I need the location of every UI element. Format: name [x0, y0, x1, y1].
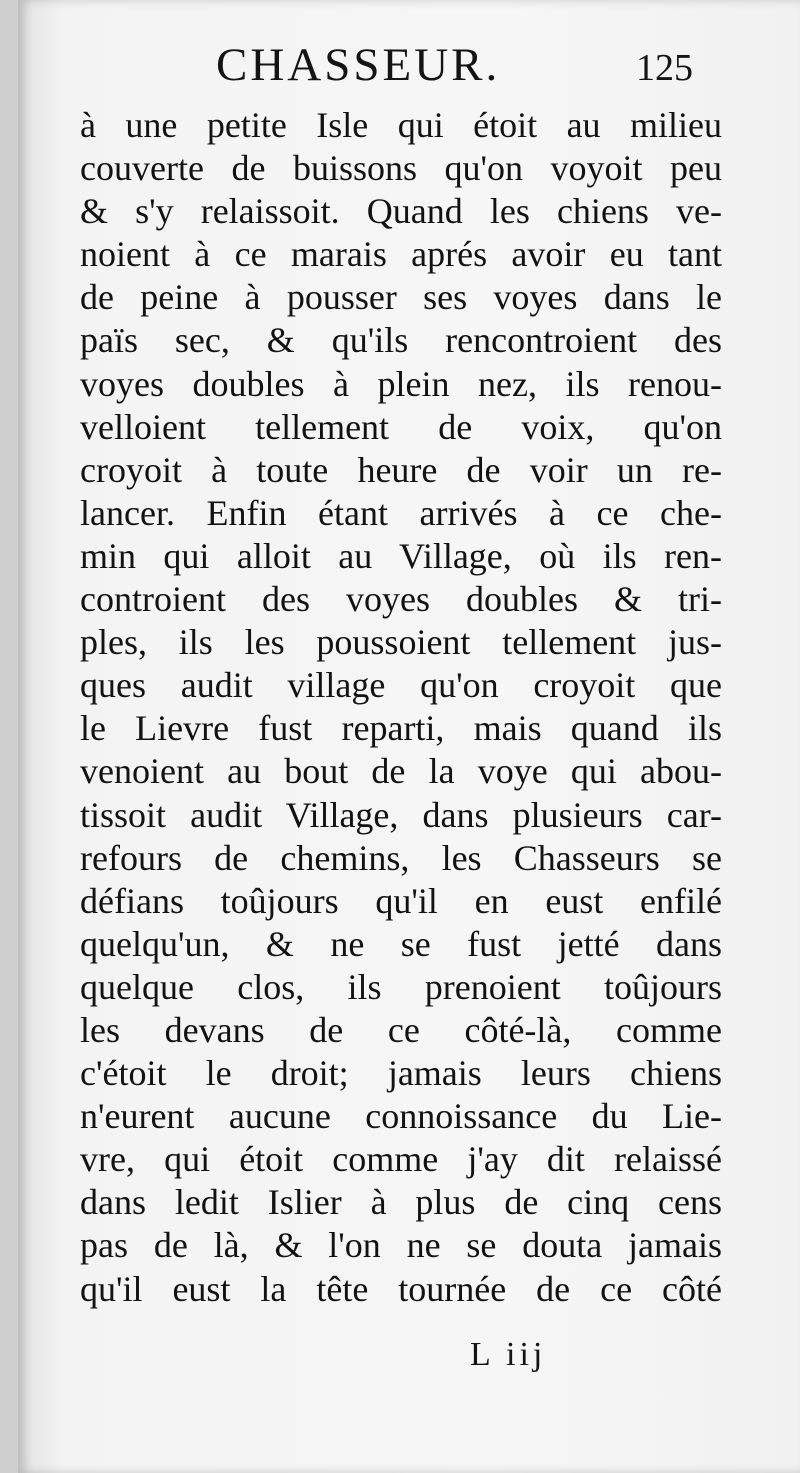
text-line: couverte de buissons qu'on voyoit peu [80, 148, 722, 189]
text-line: croyoit à toute heure de voir un re- [80, 449, 722, 490]
text-line: vre, qui étoit comme j'ay dit relaissé [80, 1139, 722, 1180]
running-head: CHASSEUR. [216, 39, 501, 91]
text-line: min qui alloit au Village, où ils ren- [80, 535, 722, 576]
text-line: lancer. Enfin étant arrivés à ce che- [80, 492, 722, 533]
text-line: défians toûjours qu'il en eust enfilé [80, 880, 722, 921]
text-line: & s'y relaissoit. Quand les chiens ve- [80, 191, 722, 232]
text-line: refours de chemins, les Chasseurs se [80, 837, 722, 878]
body-text [80, 104, 722, 1311]
text-line: quelque clos, ils prenoient toûjours [80, 966, 722, 1007]
text-line: pas de là, & l'on ne se douta jamais [80, 1225, 722, 1266]
book-page [18, 0, 800, 1473]
text-line: venoient au bout de la voye qui abou- [80, 751, 722, 792]
text-line: tissoit audit Village, dans plusieurs car- [80, 794, 722, 835]
signature-mark: L iij [470, 1336, 547, 1373]
text-line: voyes doubles à plein nez, ils renou- [80, 363, 722, 404]
text-line: les devans de ce côté-là, comme [80, 1009, 722, 1050]
text-line: païs sec, & qu'ils rencontroient des [80, 320, 722, 361]
page-header [18, 38, 800, 108]
text-line: de peine à pousser ses voyes dans le [80, 277, 722, 318]
text-line: à une petite Isle qui étoit au milieu [80, 105, 722, 145]
text-line: controient des voyes doubles & tri- [80, 579, 722, 620]
text-line: n'eurent aucune connoissance du Lie- [80, 1096, 722, 1137]
text-line: velloient tellement de voix, qu'on [80, 406, 722, 447]
text-line: ples, ils les poussoient tellement jus- [80, 622, 722, 663]
text-line: ques audit village qu'on croyoit que [80, 665, 722, 706]
text-line: noient à ce marais aprés avoir eu tant [80, 234, 722, 275]
text-line: c'étoit le droit; jamais leurs chiens [80, 1053, 722, 1094]
text-line: dans ledit Islier à plus de cinq cens [80, 1182, 722, 1223]
page-number: 125 [636, 47, 693, 89]
text-line: qu'il eust la tête tournée de ce côté [80, 1268, 722, 1309]
text-line: le Lievre fust reparti, mais quand ils [80, 708, 722, 749]
text-line: quelqu'un, & ne se fust jetté dans [80, 923, 722, 964]
